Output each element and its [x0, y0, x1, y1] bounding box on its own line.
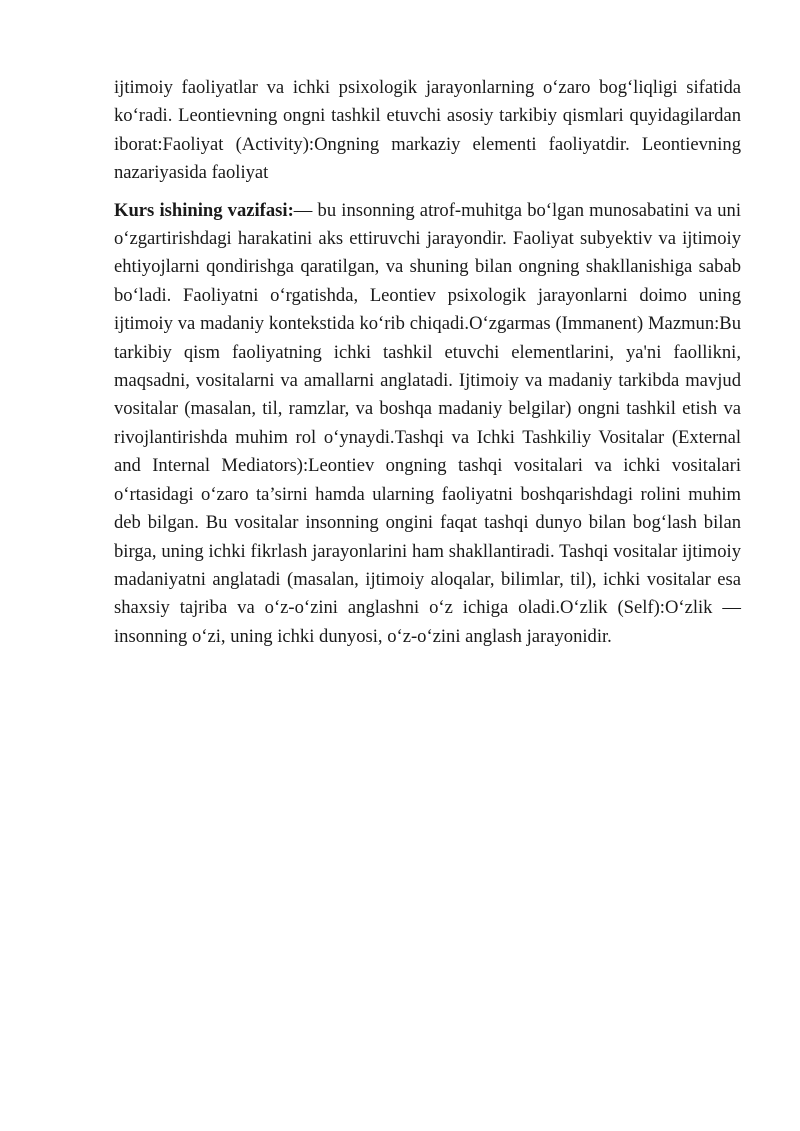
- paragraph-2-bold-lead: Kurs ishining vazifasi:: [114, 199, 294, 221]
- paragraph-2-text: — bu insonning atrof-muhitga bo‘lgan munosabatini va uni o‘zgartirishdagi harakatini aks ettiruvchi jarayondir. Faoliyat subyektiv va ijtimoiy ehtiyojlarni qondirishga qaratilgan, va shuning bilan ongning shakllanishiga sabab bo‘ladi. Faoliyatni o‘rgatishda, Leontiev psixologik jarayonlarni doimo uning ijtimoiy va madaniy kontekstida ko‘rib chiqadi.O‘zgarmas (Immanent) Mazmun:Bu tarkibiy qism faoliyatning ichki tashkil etuvchi elementlarini, ya'ni faollikni, maqsadni, vositalarni va amallarni anglatadi. Ijtimoiy va madaniy tarkibda mavjud vositalar (masalan, til, ramzlar, va boshqa madaniy belgilar) ongni tashkil etish va rivojlantirishda muhim rol o‘ynaydi.Tashqi va Ichki Tashkiliy Vositalar (External and Internal Mediators):Leontiev ongning tashqi vositalari va ichki vositalari o‘rtasidagi o‘zaro ta’sirni hamda ularning faoliyatni boshqarishdagi rolini muhim deb bilgan. Bu vositalar insonning ongini faqat tashqi dunyo bilan bog‘lash bilan birga, uning ichki fikrlash jarayonlarini ham shakllantiradi. Tashqi vositalar ijtimoiy madaniyatni anglatadi (masalan, ijtimoiy aloqalar, bilimlar, til), ichki vositalar esa shaxsiy tajriba va o‘z-o‘zini anglashni o‘z ichiga oladi.O‘zlik (Self):O‘zlik — insonning o‘zi, uning ichki dunyosi, o‘z-o‘zini anglash jarayonidir.: [114, 199, 741, 647]
- paragraph-1-text: ijtimoiy faoliyatlar va ichki psixologik jarayonlarning o‘zaro bog‘liqligi sifatida ko‘radi. Leontievning ongni tashkil etuvchi asosiy tarkibiy qismlari quyidagilardan iborat:Faoliyat (Activity):Ongning markaziy elementi faoliyatdir. Leontievning nazariyasida faoliyat: [114, 77, 741, 184]
- document-body: [114, 74, 741, 651]
- paragraph-2: [114, 197, 741, 652]
- paragraph-1: [114, 74, 741, 188]
